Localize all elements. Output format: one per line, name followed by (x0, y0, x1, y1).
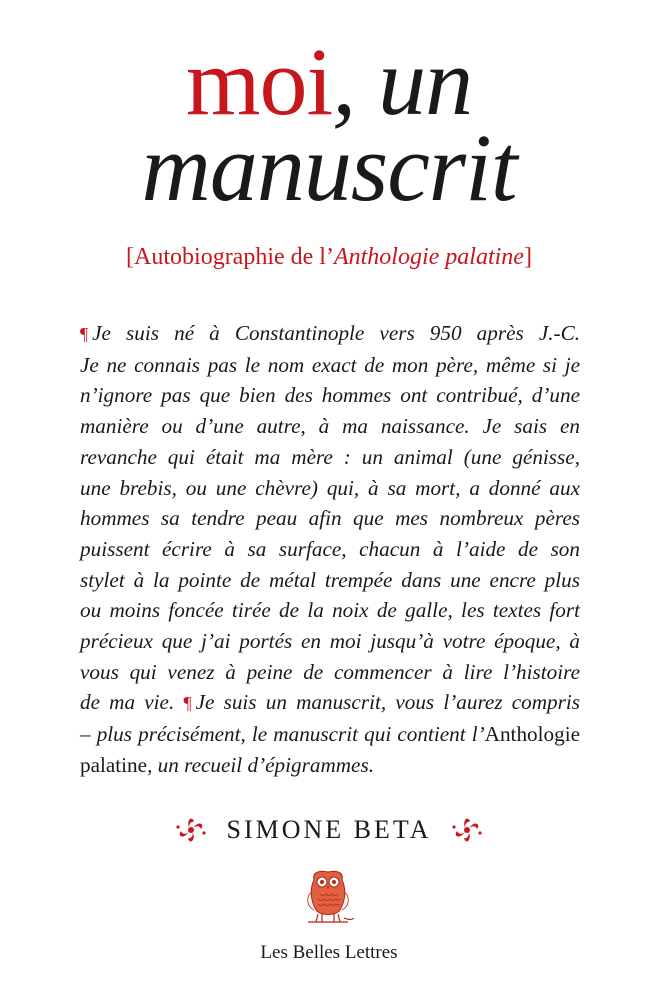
blurb-line: Je ne connais pas le nom exact de mon père, même si je (80, 352, 580, 377)
blurb-line-text: Je suis né à Constantinople vers 950 après J.-C. (92, 321, 580, 345)
author-name: SIMONE BETA (226, 815, 432, 844)
triskelion-ornament-icon (449, 815, 485, 845)
blurb-line: une brebis, ou une chèvre) qui, à sa mort, a donné aux (80, 475, 580, 500)
author-row (0, 810, 658, 850)
blurb-upright-title: Anthologie (484, 722, 580, 747)
blurb-line: revanche qui était ma mère : un animal (une génisse, (80, 444, 580, 469)
blurb-line-text: – plus précisément, le manuscrit qui contient l’ (80, 722, 485, 747)
pilcrow-icon: ¶ (183, 693, 192, 714)
blurb-line: hommes sa tendre peau afin que mes nombreux pères (80, 506, 580, 531)
blurb-line-text: de ma vie. (80, 690, 175, 715)
blurb-upright-title: palatine (80, 752, 148, 777)
subtitle-open: [Autobiographie de l’ (126, 244, 334, 270)
publisher-name: Les Belles Lettres (260, 942, 398, 963)
title-comma: , (332, 28, 356, 135)
subtitle-close: ] (523, 244, 532, 270)
blurb-line-text: Je suis un manuscrit, vous l’aurez compris (195, 690, 581, 715)
pilcrow-icon: ¶ (80, 324, 89, 344)
owl-logo-icon (300, 866, 356, 930)
triskelion-ornament-icon (173, 815, 209, 845)
blurb-line: n’ignore pas que bien des hommes ont contribué, d’une (80, 383, 580, 408)
blurb-text (80, 318, 580, 781)
blurb-line (80, 750, 580, 781)
blurb-line: vous qui venez à peine de commencer à lire l’histoire (80, 659, 580, 684)
blurb-line (80, 687, 580, 719)
title-word-moi: moi (185, 28, 333, 135)
blurb-line-text: , un recueil d’épigrammes. (147, 752, 374, 777)
blurb-line: stylet à la pointe de métal trempée dans une encre plus (80, 567, 580, 592)
blurb-line (80, 719, 580, 750)
blurb-line: manière ou d’une autre, à ma naissance. Je sais en (80, 414, 580, 439)
title-word-un: un (378, 28, 473, 135)
subtitle-italic: Anthologie palatine (333, 244, 524, 270)
subtitle (0, 242, 658, 272)
blurb-line: ou moins foncée tirée de la noix de galle, les textes fort (80, 598, 580, 623)
blurb-line: précieux que j’ai portés en moi jusqu’à votre époque, à (80, 629, 580, 654)
title-line-2: manuscrit (141, 114, 517, 221)
blurb-line (80, 318, 580, 350)
blurb-line: puissent écrire à sa surface, chacun à l’aide de son (80, 536, 580, 561)
